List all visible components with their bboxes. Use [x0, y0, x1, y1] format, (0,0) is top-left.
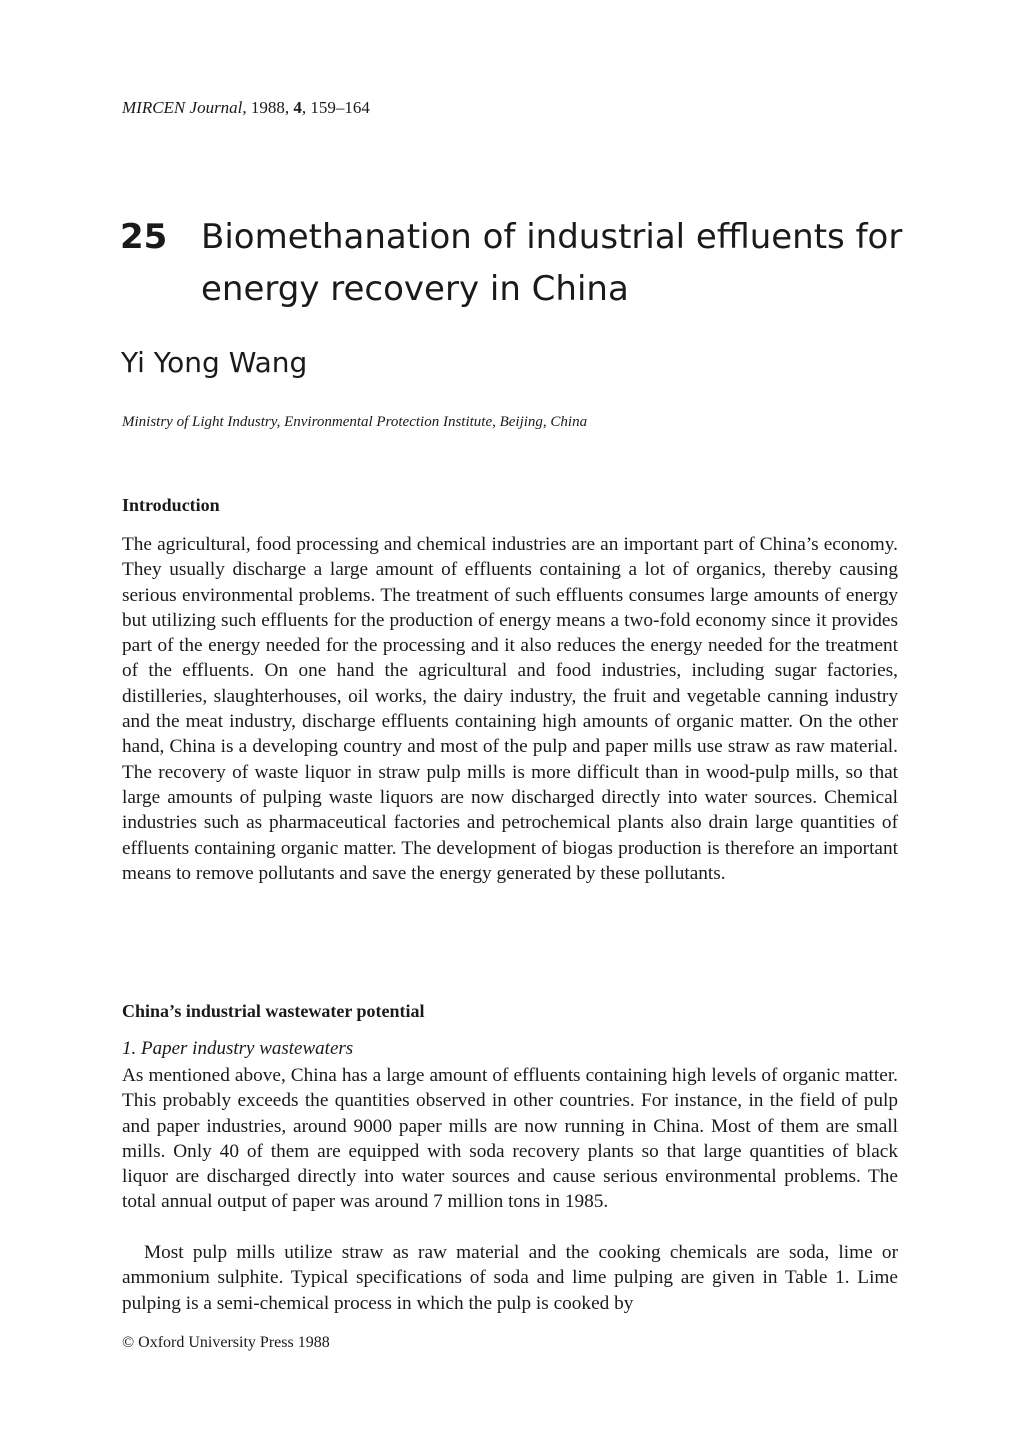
- chapter-number: 25: [120, 217, 168, 257]
- section-heading-wastewater-potential: China’s industrial wastewater potential: [122, 1001, 425, 1021]
- paper-industry-paragraph-2: Most pulp mills utilize straw as raw material and the cooking chemicals are soda, lime or ammonium sulphite. Typical specifications of soda and lime pulping are given in Table 1. Lime pulping is a semi-chemical process in which the pulp is cooked by: [122, 1242, 898, 1314]
- paper-industry-paragraph-1: As mentioned above, China has a large amount of effluents containing high levels of organic matter. This probably exceeds the quantities observed in other countries. For instance, in the field of pulp and paper industries, around 9000 paper mills are now running in China. Most of them are small mills. Only 40 of them are equipped with soda recovery plants so that large quantities of black liquor are discharged directly into water sources and cause serious environmental problems. The total annual output of paper was around 7 million tons in 1985.: [122, 1065, 898, 1213]
- copyright-notice: © Oxford University Press 1988: [122, 1334, 330, 1351]
- journal-name: MIRCEN Journal: [122, 98, 243, 117]
- section-heading-introduction: Introduction: [122, 495, 220, 515]
- journal-citation: [122, 98, 370, 118]
- journal-volume: 4: [293, 98, 302, 117]
- subheading-paper-industry: 1. Paper industry wastewaters: [122, 1038, 354, 1059]
- journal-pages: , 159–164: [301, 98, 370, 117]
- chapter-title: Biomethanation of industrial effluents for energy recovery in China: [201, 217, 903, 309]
- author-affiliation: Ministry of Light Industry, Environmental Protection Institute, Beijing, China: [122, 414, 588, 430]
- introduction-paragraph: The agricultural, food processing and chemical industries are an important part of China’s economy. They usually discharge a large amount of effluents containing a lot of organics, thereby causing serious environmental problems. The treatment of such effluents consumes large amounts of energy but utilizing such effluents for the production of energy means a two-fold economy since it provides part of the energy needed for the processing and it also reduces the energy needed for the treatment of the effluents. On one hand the agricultural and food industries, including sugar factories, distilleries, slaughterhouses, oil works, the dairy industry, the fruit and vegetable canning industry and the meat industry, discharge effluents containing high amounts of organic matter. On the other hand, China is a developing country and most of the pulp and paper mills use straw as raw material. The recovery of waste liquor in straw pulp mills is more difficult than in wood-pulp mills, so that large amounts of pulping waste liquors are now discharged directly into water sources. Chemical industries such as pharmaceutical factories and petrochemical plants also drain large quantities of effluents containing organic matter. The development of biogas production is therefore an important means to remove pollutants and save the energy generated by these pollutants.: [122, 534, 898, 884]
- author-name: Yi Yong Wang: [121, 346, 308, 379]
- journal-year: , 1988,: [242, 98, 294, 117]
